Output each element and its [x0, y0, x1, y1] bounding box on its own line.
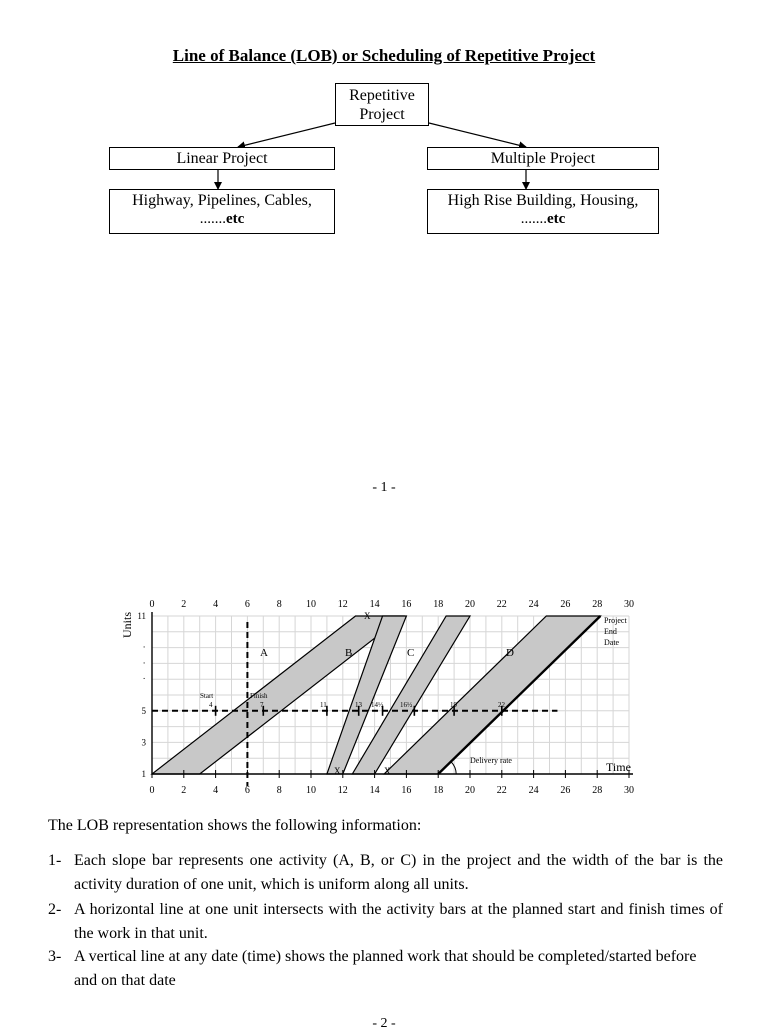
linear-examples-node [109, 189, 335, 234]
x-tick-label-top: 18 [433, 599, 444, 610]
intro-paragraph: The LOB representation shows the following information: [48, 817, 422, 834]
multiple-examples-etc: etc [546, 211, 566, 227]
x-tick-label-top: 26 [560, 599, 571, 610]
x-tick-label-top: 30 [624, 599, 634, 610]
list-item-1-text: Each slope bar represents one activity (A, B, or C) in the project and the width of the bar is the activity duration of one unit, which is uniform along all units. [74, 852, 723, 893]
x-tick-label-bottom: 30 [624, 785, 634, 796]
x-tick-label-top: 28 [592, 599, 603, 610]
x-tick-label-bottom: 8 [276, 785, 282, 796]
x-tick-label-bottom: 18 [433, 785, 444, 796]
intersection-value: 11 [320, 701, 327, 709]
x-tick-label-top: 16 [401, 599, 412, 610]
x-axis-title: Time [606, 760, 631, 774]
y-axis-title: Units [120, 611, 134, 639]
y-axis-dot: . [143, 639, 146, 650]
y-tick-label: 11 [137, 611, 146, 621]
multiple-project-label: Multiple Project [490, 150, 596, 167]
x-tick-label-top: 6 [244, 599, 250, 610]
x-tick-label-top: 24 [528, 599, 539, 610]
x-tick-label-bottom: 12 [337, 785, 348, 796]
root-node-line2: Project [359, 106, 405, 123]
y-tick-label: 1 [141, 769, 146, 779]
list-item-3 [48, 945, 723, 993]
y-axis-dot: . [143, 671, 146, 682]
page-number-2: - 2 - [372, 1016, 396, 1031]
linear-examples-etc: etc [225, 211, 245, 227]
linear-project-label: Linear Project [176, 150, 268, 167]
intersection-value: 22 [498, 701, 505, 709]
delivery-rate-label: Delivery rate [470, 756, 512, 765]
x-tick-label-bottom: 14 [369, 785, 380, 796]
x-tick-label-top: 10 [306, 599, 316, 610]
x-tick-label-bottom: 2 [181, 785, 187, 796]
finish-label: Finish [250, 692, 268, 700]
x-mark: X [384, 766, 391, 776]
root-node [335, 83, 429, 126]
start-label: Start [200, 692, 214, 700]
list-item-1-number: 1- [48, 852, 62, 869]
x-mark: X [334, 766, 341, 776]
x-tick-label-top: 12 [337, 599, 348, 610]
y-tick-label: 5 [141, 705, 146, 716]
multiple-project-node [427, 147, 659, 170]
x-tick-label-top: 8 [276, 599, 282, 610]
x-mark: X [364, 611, 371, 621]
x-tick-label-bottom: 22 [496, 785, 507, 796]
y-tick-label: 3 [141, 737, 146, 748]
list-item-2 [48, 898, 723, 946]
x-tick-label-bottom: 4 [213, 785, 219, 796]
x-tick-label-top: 2 [181, 599, 187, 610]
intersection-value: 13 [355, 701, 362, 709]
x-tick-label-bottom: 6 [244, 785, 250, 796]
intersection-value: 16½ [400, 701, 413, 709]
multiple-examples-line1: High Rise Building, Housing, [447, 192, 639, 209]
x-tick-label-top: 22 [496, 599, 507, 610]
x-tick-label-top: 20 [465, 599, 475, 610]
project-end-label: Date [604, 638, 620, 647]
intersection-value: 14½ [371, 701, 384, 709]
root-node-line1: Repetitive [349, 87, 415, 104]
activity-label-a: A [260, 647, 268, 659]
activity-label-c: C [407, 647, 415, 659]
activity-label-b: B [345, 647, 353, 659]
linear-project-node [109, 147, 335, 170]
linear-examples-dots: ....... [199, 211, 226, 227]
x-tick-label-bottom: 16 [401, 785, 412, 796]
y-axis-dot: . [143, 655, 146, 666]
x-tick-label-bottom: 24 [528, 785, 539, 796]
activity-label-d: D [506, 647, 514, 659]
multiple-examples-dots: ....... [520, 211, 547, 227]
multiple-examples-node [427, 189, 659, 234]
intersection-value: 4 [209, 701, 213, 709]
x-tick-label-bottom: 28 [592, 785, 603, 796]
list-item-2-number: 2- [48, 901, 62, 918]
project-end-label: End [604, 627, 617, 636]
x-tick-label-top: 4 [213, 599, 219, 610]
list-item-2-text: A horizontal line at one unit intersects with the activity bars at the planned start and finish times of the work in that unit. [74, 901, 723, 942]
page-title: Line of Balance (LOB) or Scheduling of Repetitive Project [172, 46, 596, 65]
intersection-value: 7 [260, 701, 264, 709]
x-tick-label-bottom: 26 [560, 785, 571, 796]
x-tick-label-top: 14 [369, 599, 380, 610]
list-item-3-text: A vertical line at any date (time) shows the planned work that should be completed/started before and on that date [74, 948, 697, 989]
page-number-1: - 1 - [372, 480, 396, 495]
x-tick-label-bottom: 0 [149, 785, 155, 796]
list-item-1 [48, 849, 723, 897]
list-item-3-number: 3- [48, 948, 62, 965]
intersection-value: 19 [450, 701, 457, 709]
x-tick-label-top: 0 [149, 599, 155, 610]
x-tick-label-bottom: 10 [306, 785, 316, 796]
x-tick-label-bottom: 20 [465, 785, 475, 796]
linear-examples-line1: Highway, Pipelines, Cables, [132, 192, 312, 209]
lob-figure [0, 595, 768, 805]
project-end-label: Project [604, 616, 627, 625]
